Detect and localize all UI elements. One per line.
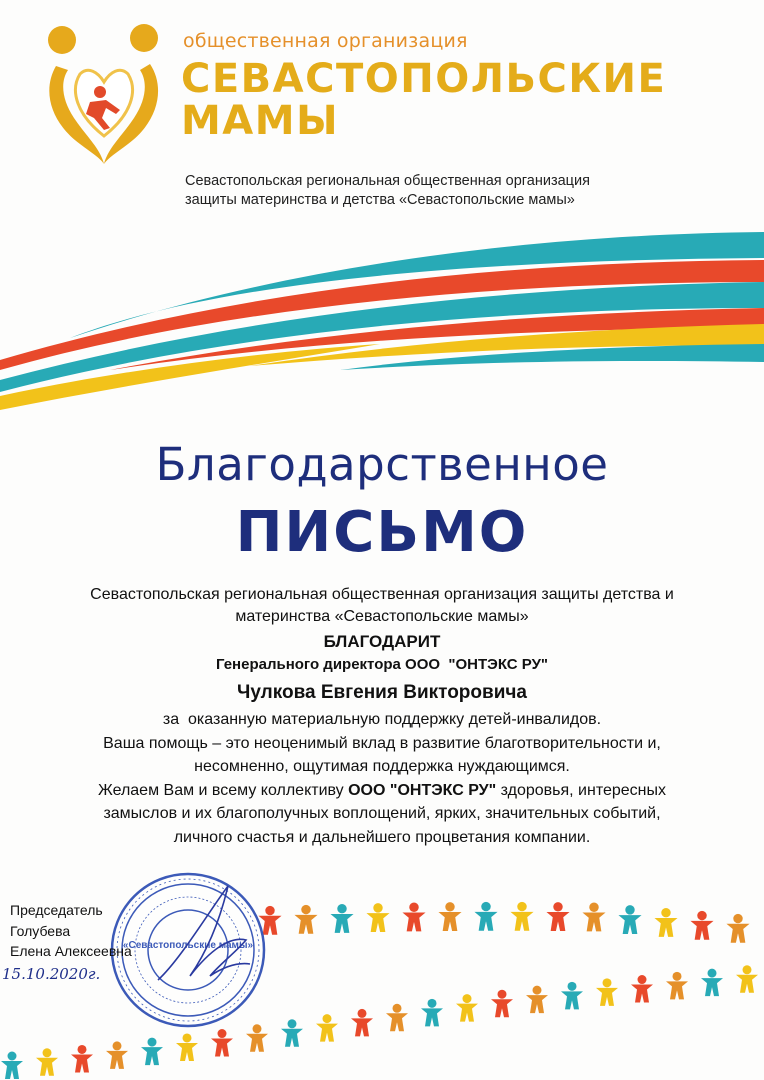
reason-line: несомненно, ощутимая поддержка нуждающимся. xyxy=(194,758,570,775)
stamp-center-text: «Севастопольские мамы» xyxy=(122,940,254,951)
reason-line: за оказанную материальную поддержку детей-инвалидов. xyxy=(162,711,602,728)
decorative-waves xyxy=(0,220,764,420)
reason-line: Ваша помощь – это неоценимый вклад в развитие благотворительности и, xyxy=(103,734,661,752)
recipient-name: Чулкова Евгения Викторовича xyxy=(237,682,527,703)
recipient-position xyxy=(0,654,764,676)
wish-line: личного счастья и дальнейшего процветания компании. xyxy=(173,828,591,846)
org-type-label: общественная организация xyxy=(183,30,468,52)
handwritten-signature-icon xyxy=(150,880,270,990)
wish-prefix: Желаем Вам и всему коллективу xyxy=(98,781,349,799)
wish-suffix: здоровья, интересных xyxy=(496,781,666,799)
org-name-line: СЕВАСТОПОЛЬСКИЕ xyxy=(181,56,667,102)
heart-logo-icon xyxy=(40,18,170,168)
signer-given-names: Елена Алексеевна xyxy=(10,943,132,959)
letter-title: Благодарственное xyxy=(155,438,609,491)
letter-body xyxy=(0,584,764,849)
org-full-line: Севастопольская региональная общественная организация xyxy=(185,173,590,189)
letter-title-word: ПИСЬМО xyxy=(235,500,529,565)
company-name: "ОНТЭКС РУ" xyxy=(448,656,549,673)
thanks-word: БЛАГОДАРИТ xyxy=(323,632,441,651)
org-name-line: МАМЫ xyxy=(181,98,340,144)
org-full-name xyxy=(185,172,590,210)
wish-line: замыслов и их благополучных воплощений, ярких, значительных событий, xyxy=(103,805,661,822)
wish-company: ООО "ОНТЭКС РУ" xyxy=(348,781,497,799)
org-full-line: защиты материнства и детства «Севастопольские мамы» xyxy=(185,192,575,208)
signature-block xyxy=(10,900,132,962)
signer-surname: Голубева xyxy=(10,922,71,939)
intro-line: материнства «Севастопольские мамы» xyxy=(235,608,529,625)
reason-paragraph xyxy=(0,708,764,849)
position-prefix: Генерального директора ООО xyxy=(215,656,449,673)
org-name xyxy=(181,58,666,142)
handwritten-date: 15.10.2020г. xyxy=(2,965,101,983)
intro-paragraph xyxy=(0,584,764,628)
wish-line xyxy=(0,779,764,803)
intro-line: Севастопольская региональная общественная организация защиты детства и xyxy=(90,586,674,603)
signer-title: Председатель xyxy=(10,902,103,918)
